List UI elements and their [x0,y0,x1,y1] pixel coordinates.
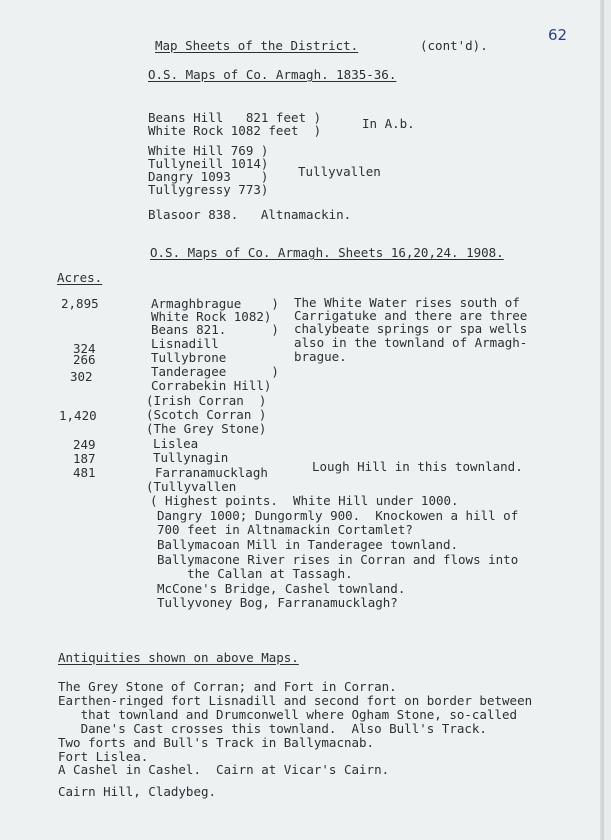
header-contd: (cont'd). [420,38,488,53]
acre-value: 481 [73,465,96,480]
antiquities-line: Cairn Hill, Cladybeg. [58,784,217,799]
white-water-note: The White Water rises south of [294,295,520,310]
highest-points-note: ( Highest points. White Hill under 1000. [150,493,459,508]
townland-name: Lislea [153,436,199,451]
highest-points-note: McCone's Bridge, Cashel townland. [157,581,406,596]
acre-value: 302 [70,369,93,384]
highest-points-note: Ballymacoan Mill in Tanderagee townland. [157,537,459,552]
os-1835-line: White Rock 1082 feet ) [148,123,322,138]
townland-name: Corrabekin Hill) [151,378,272,393]
white-water-note: chalybeate springs or spa wells [294,321,528,336]
os-1835-line: Tullyneill 1014) [148,156,269,171]
antiquities-line: Earthen-ringed fort Lisnadill and second fort on border between [58,693,533,708]
lough-hill-note: Lough Hill in this townland. [312,459,523,474]
townland-name: (The Grey Stone) [146,421,267,436]
os-1908-title: O.S. Maps of Co. Armagh. Sheets 16,20,24. 1908. [150,245,504,260]
highest-points-note: Dangry 1000; Dungormly 900. Knockowen a hill of [157,508,519,523]
antiquities-line: The Grey Stone of Corran; and Fort in Corran. [58,679,397,694]
header-title: Map Sheets of the District. [155,38,359,53]
highest-points-note: 700 feet in Altnamackin Cortamlet? [157,522,413,537]
townland-name: White Rock 1082) [151,309,272,324]
white-water-note: also in the townland of Armagh- [294,335,528,350]
antiquities-title: Antiquities shown on above Maps. [58,650,299,665]
os-1835-line: Dangry 1093 ) [148,169,269,184]
townland-name: Tullybrone [151,350,227,365]
acre-value: 2,895 [61,296,99,311]
antiquities-line: Two forts and Bull's Track in Ballymacnab. [58,735,375,750]
townland-name: Armaghbrague ) [151,296,279,311]
acre-value: 266 [73,352,96,367]
os-1835-line: Beans Hill 821 feet ) [148,110,322,125]
os-1835-line: Tullygressy 773) [148,182,269,197]
acre-value: 1,420 [59,408,97,423]
page-number: 62 [548,26,568,44]
highest-points-note: Ballymacone River rises in Corran and flows into [157,552,519,567]
acre-value: 187 [73,451,96,466]
highest-points-note: the Callan at Tassagh. [157,566,353,581]
antiquities-line: that townland and Drumconwell where Ogham Stone, so-called [58,707,518,722]
os-1835-note: In A.b. [362,116,415,131]
white-water-note: brague. [294,349,347,364]
acre-value: 324 [73,341,96,356]
townland-name: (Scotch Corran ) [146,407,267,422]
acre-value: 249 [73,437,96,452]
os-1835-title: O.S. Maps of Co. Armagh. 1835-36. [148,67,397,82]
antiquities-line: A Cashel in Cashel. Cairn at Vicar's Cairn. [58,762,390,777]
townland-name: Lisnadill [151,336,219,351]
highest-points-note: Tullyvoney Bog, Farranamucklagh? [157,595,398,610]
townland-name: Beans 821. ) [151,322,279,337]
os-1835-line: White Hill 769 ) [148,143,269,158]
antiquities-line: Fort Lislea. [58,749,149,764]
antiquities-line: Dane's Cast crosses this townland. Also Bull's Track. [58,721,487,736]
os-1835-note: Tullyvallen [298,164,381,179]
townland-name: Tullynagin [153,450,229,465]
townland-name: (Irish Corran ) [146,393,267,408]
os-1835-line: Blasoor 838. Altnamackin. [148,207,352,222]
white-water-note: Carrigatuke and there are three [294,308,528,323]
acres-heading: Acres. [57,270,103,285]
townland-name: Farranamucklagh [155,465,268,480]
townland-name: (Tullyvallen [146,479,237,494]
townland-name: Tanderagee ) [151,364,279,379]
